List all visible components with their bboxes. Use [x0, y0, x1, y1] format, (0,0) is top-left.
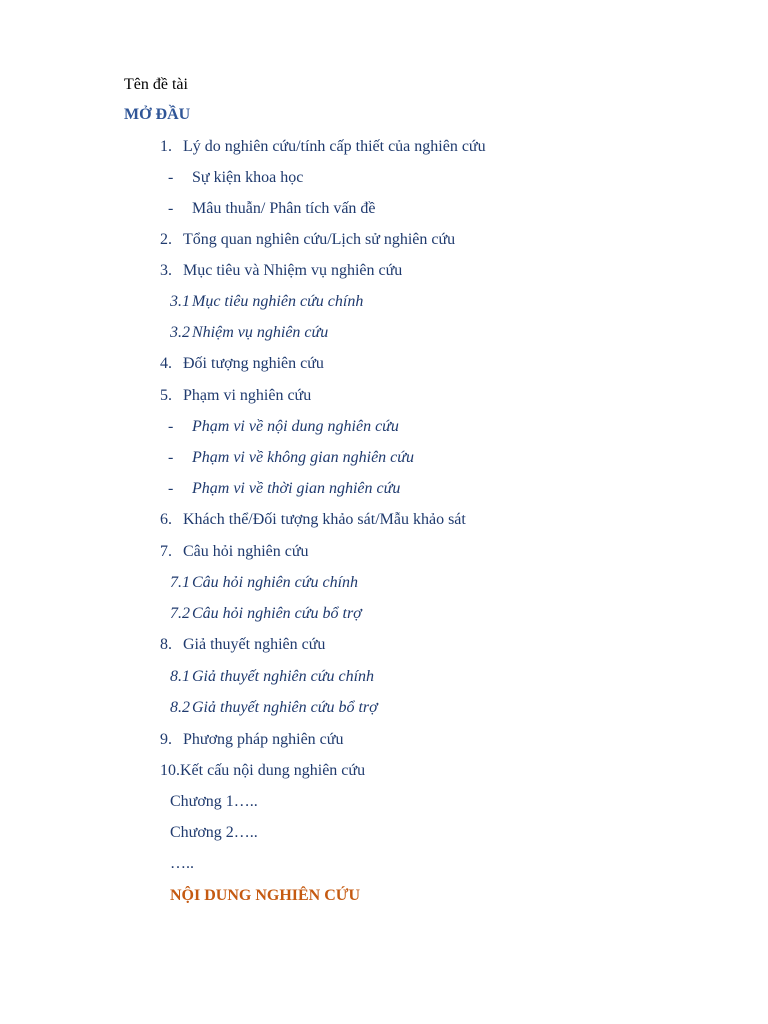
- intro-heading: MỞ ĐẦU: [124, 106, 191, 123]
- list-item: [160, 761, 365, 781]
- list-item: [170, 323, 328, 343]
- item-text: Phạm vi về thời gian nghiên cứu: [192, 480, 401, 497]
- bullet-dash: -: [168, 169, 174, 186]
- item-text: Nhiệm vụ nghiên cứu: [192, 324, 329, 341]
- item-number: 8.1: [170, 668, 190, 685]
- item-text: Phương pháp nghiên cứu: [183, 731, 344, 748]
- bullet-dash: -: [168, 449, 174, 466]
- bullet-dash: -: [168, 418, 174, 435]
- list-item: [168, 199, 376, 219]
- list-item: [168, 417, 399, 437]
- item-text: Mục tiêu và Nhiệm vụ nghiên cứu: [183, 262, 403, 279]
- item-text: Câu hỏi nghiên cứu chính: [192, 574, 359, 591]
- item-number: 3.1: [170, 293, 190, 310]
- list-item: [168, 448, 414, 468]
- list-item: [160, 354, 324, 374]
- list-item: [170, 573, 358, 593]
- item-text: Phạm vi về nội dung nghiên cứu: [192, 418, 399, 435]
- item-text: Giả thuyết nghiên cứu: [183, 636, 326, 653]
- item-number: 8.2: [170, 699, 190, 716]
- list-item: [160, 730, 343, 750]
- item-text: Câu hỏi nghiên cứu: [183, 543, 309, 560]
- item-number: 10.: [160, 762, 180, 779]
- item-text: Lý do nghiên cứu/tính cấp thiết của nghiên cứu: [183, 138, 486, 155]
- chapter-ellipsis: …..: [170, 855, 194, 872]
- bullet-dash: -: [168, 200, 174, 217]
- list-item: [168, 479, 400, 499]
- chapter-line: Chương 1…..: [170, 793, 258, 810]
- bullet-dash: -: [168, 480, 174, 497]
- item-number: 4.: [160, 355, 172, 372]
- item-text: Khách thể/Đối tượng khảo sát/Mẫu khảo sát: [183, 511, 466, 528]
- item-text: Phạm vi nghiên cứu: [183, 387, 312, 404]
- item-text: Giả thuyết nghiên cứu chính: [192, 668, 375, 685]
- item-text: Câu hỏi nghiên cứu bổ trợ: [192, 605, 362, 622]
- list-item: [160, 386, 311, 406]
- list-item: [160, 137, 486, 157]
- item-number: 2.: [160, 231, 172, 248]
- list-item: [160, 230, 455, 250]
- document-title: Tên đề tài: [124, 76, 188, 93]
- item-number: 5.: [160, 387, 172, 404]
- item-text: Phạm vi về không gian nghiên cứu: [192, 449, 414, 466]
- item-number: 3.2: [170, 324, 190, 341]
- item-number: 7.: [160, 543, 172, 560]
- item-text: Mục tiêu nghiên cứu chính: [192, 293, 364, 310]
- item-text: Giả thuyết nghiên cứu bổ trợ: [192, 699, 378, 716]
- list-item: [168, 168, 303, 188]
- item-number: 7.1: [170, 574, 190, 591]
- item-text: Đối tượng nghiên cứu: [183, 355, 324, 372]
- list-item: [170, 604, 362, 624]
- content-heading: NỘI DUNG NGHIÊN CỨU: [170, 887, 361, 904]
- list-item: [170, 698, 378, 718]
- list-item: [160, 542, 309, 562]
- item-number: 6.: [160, 511, 172, 528]
- item-text: Tổng quan nghiên cứu/Lịch sử nghiên cứu: [183, 231, 456, 248]
- list-item: [170, 292, 363, 312]
- item-number: 9.: [160, 731, 172, 748]
- chapter-line: Chương 2…..: [170, 824, 258, 841]
- item-text: Mâu thuẫn/ Phân tích vấn đề: [192, 200, 376, 217]
- item-number: 1.: [160, 138, 172, 155]
- item-text: Kết cấu nội dung nghiên cứu: [180, 762, 366, 779]
- list-item: [160, 510, 466, 530]
- item-number: 3.: [160, 262, 172, 279]
- list-item: [170, 667, 374, 687]
- list-item: [160, 261, 402, 281]
- item-text: Sự kiện khoa học: [192, 169, 304, 186]
- item-number: 8.: [160, 636, 172, 653]
- list-item: [160, 635, 325, 655]
- item-number: 7.2: [170, 605, 190, 622]
